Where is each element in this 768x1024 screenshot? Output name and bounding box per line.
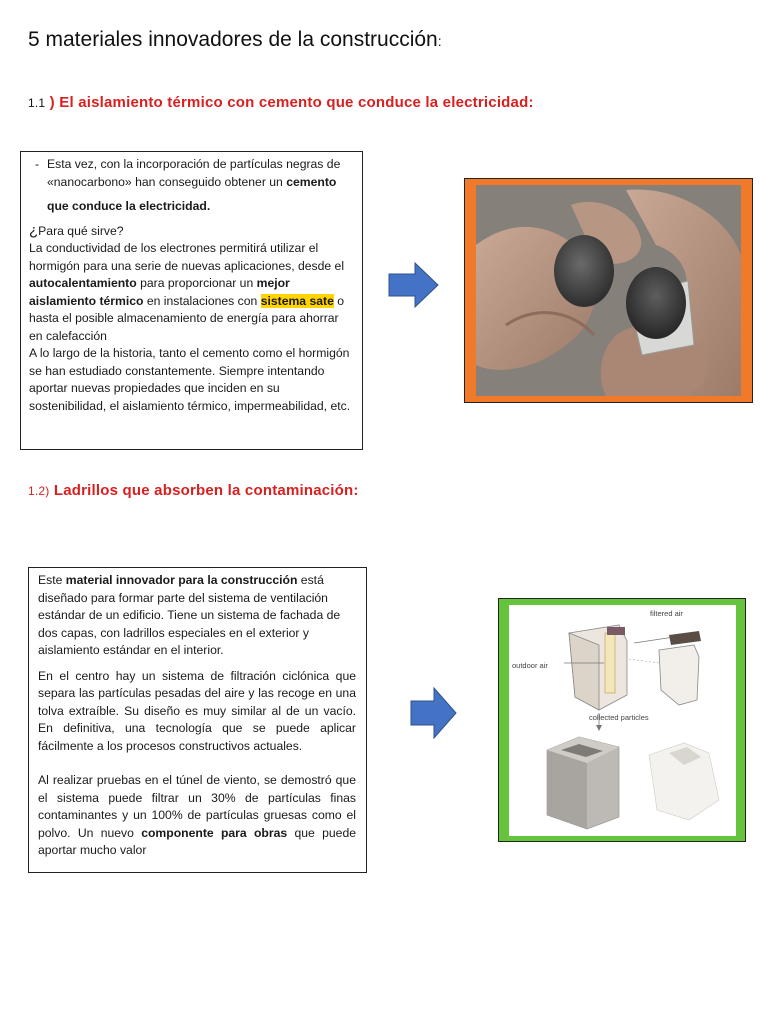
bullet-dash: -	[35, 157, 40, 171]
question-mark: ¿	[29, 221, 39, 239]
photo-frame-cement	[464, 178, 753, 403]
section1-number: 1.1	[28, 96, 46, 110]
photo-frame-bricks	[498, 598, 746, 842]
arrow-right-icon	[410, 687, 458, 739]
outdoor-air-label: outdoor air	[512, 661, 548, 670]
question-text: Para qué sirve?	[38, 223, 124, 238]
page-title	[28, 28, 442, 52]
p1-bold-aislamiento: mejor aislamiento térmico	[29, 276, 290, 308]
section2-heading	[28, 482, 359, 499]
section1-paren: )	[45, 94, 55, 111]
bricks-diagram	[509, 605, 736, 836]
filtered-air-label: filtered air	[650, 609, 683, 618]
bullet-bold-line: que conduce la electricidad.	[47, 199, 211, 213]
section1-paragraph1	[29, 240, 352, 345]
s2-p3-bold: componente para obras	[141, 825, 288, 840]
p1-g: o hasta el posible almacenamiento de energía para ahorrar en calefacción	[29, 293, 345, 343]
bullet-text: Esta vez, con la incorporación de partículas negras de «nanocarbono» han conseguido obtener un	[47, 157, 341, 189]
section1-bullet	[29, 156, 352, 191]
s2-p1-bold: material innovador para la construcción	[65, 573, 298, 587]
section2-number: 1.2)	[28, 484, 50, 498]
bullet-bold: cemento	[286, 174, 337, 189]
section1-question	[29, 222, 352, 241]
title-colon: :	[437, 33, 442, 49]
section1-textbox	[20, 151, 363, 450]
p1-e: en instalaciones con	[143, 293, 261, 308]
section1-heading	[28, 94, 534, 111]
s2-p3-a: Al realizar pruebas en el túnel de viento, se demostró que el sistema puede filtrar un 30% de partículas finas contaminantes y un 100% de partículas gruesas como el polvo. Un nuevo	[38, 773, 356, 840]
section1-heading-text: El aislamiento térmico con cemento que conduce la electricidad:	[59, 94, 534, 111]
p1-bold-autocalentamiento: autocalentamiento	[29, 276, 137, 290]
section2-textbox	[28, 567, 367, 873]
section2-heading-text: Ladrillos que absorben la contaminación:	[53, 482, 359, 499]
section1-paragraph2: A lo largo de la historia, tanto el cemento como el hormigón se han estudiado constantemente. Siempre intentando aportar nuevas propiedades que inciden en su sostenibilidad, el aislamiento térmico, impermeabilidad, etc.	[29, 346, 351, 413]
section2-paragraph3	[38, 772, 356, 860]
s2-p1-c: está diseñado para formar parte del sistema de ventilación estándar de un edificio. Tiene un sistema de fachada de dos capas, con ladrillos especiales en el exterior y aislamiento estándar en el interior.	[38, 573, 341, 657]
section2-paragraph2: En el centro hay un sistema de filtración ciclónica que separa las partículas pesadas del aire y las recoge en una tolva extraíble. Su diseño es muy similar al de un vacío. En definitiva, una tecnología que se puede aplicar fácilmente a los procesos constructivos actuales.	[38, 668, 356, 753]
p1-c: para proporcionar un	[136, 276, 257, 290]
arrow-right-icon	[388, 262, 440, 308]
s2-p1-a: Este	[38, 573, 66, 587]
page-title-text: 5 materiales innovadores de la construcción	[28, 28, 438, 51]
s2-p3-c: que puede aportar mucho valor	[38, 825, 357, 857]
hands-cement-image	[476, 185, 741, 396]
bullet-content	[47, 156, 352, 191]
p1-a: La conductividad de los electrones permitirá utilizar el hormigón para una serie de nuevas aplicaciones, desde el	[29, 241, 345, 273]
collected-particles-label: collected particles	[589, 713, 649, 722]
p1-highlight-sate: sistema sate	[260, 293, 334, 308]
section2-paragraph1	[38, 572, 356, 660]
cement-photo	[476, 185, 741, 396]
